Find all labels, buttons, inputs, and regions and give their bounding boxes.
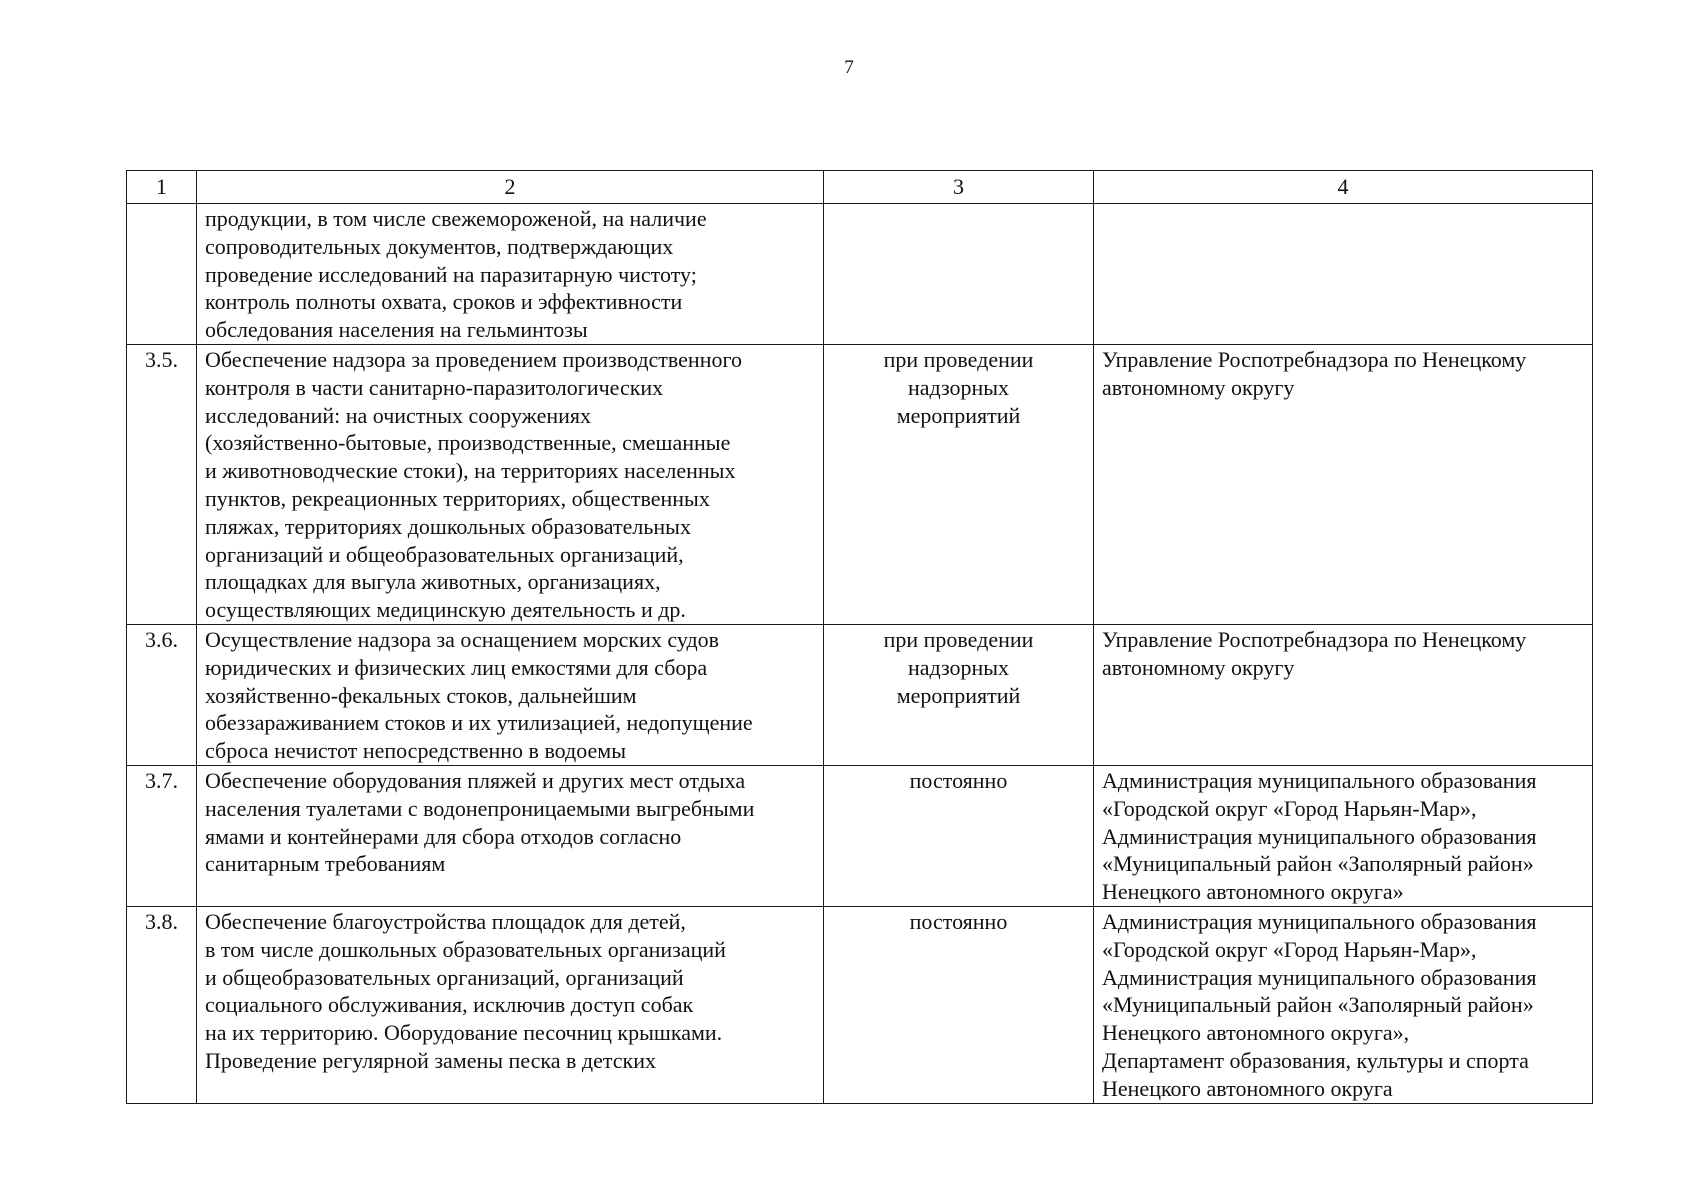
row-term: постоянно bbox=[824, 765, 1094, 906]
header-col-3: 3 bbox=[824, 171, 1094, 204]
row-number: 3.5. bbox=[127, 344, 197, 624]
row-responsible: Администрация муниципального образования «Городской округ «Город Нарьян-Мар», Администрация муниципального образования «Муниципальный район «Заполярный район» Ненецкого автономного округа», Департамент образования, культуры и спорта Ненецкого автономного округа bbox=[1094, 906, 1593, 1103]
row-term: при проведении надзорных мероприятий bbox=[824, 344, 1094, 624]
row-responsible: Управление Роспотребнадзора по Ненецкому автономному округу bbox=[1094, 624, 1593, 765]
row-description: Обеспечение благоустройства площадок для детей, в том числе дошкольных образовательных организаций и общеобразовательных организаций, организаций социального обслуживания, исключив доступ собак на их территорию. Оборудование песочниц крышками. Проведение регулярной замены песка в детских bbox=[197, 906, 824, 1103]
row-description: продукции, в том числе свежемороженой, на наличие сопроводительных документов, подтверждающих проведение исследований на паразитарную чистоту; контроль полноты охвата, сроков и эффективности обследования населения на гельминтозы bbox=[197, 204, 824, 345]
row-responsible: Управление Роспотребнадзора по Ненецкому автономному округу bbox=[1094, 344, 1593, 624]
row-number: 3.7. bbox=[127, 765, 197, 906]
table-row bbox=[127, 204, 1593, 345]
row-description: Осуществление надзора за оснащением морских судов юридических и физических лиц емкостями для сбора хозяйственно-фекальных стоков, дальнейшим обеззараживанием стоков и их утилизацией, недопущение сброса нечистот непосредственно в водоемы bbox=[197, 624, 824, 765]
header-col-1: 1 bbox=[127, 171, 197, 204]
row-responsible: Администрация муниципального образования «Городской округ «Город Нарьян-Мар», Администрация муниципального образования «Муниципальный район «Заполярный район» Ненецкого автономного округа» bbox=[1094, 765, 1593, 906]
measures-table bbox=[126, 170, 1593, 1104]
header-col-4: 4 bbox=[1094, 171, 1593, 204]
table-row bbox=[127, 344, 1593, 624]
row-description: Обеспечение надзора за проведением производственного контроля в части санитарно-паразитологических исследований: на очистных сооружениях (хозяйственно-бытовые, производственные, смешанные и животноводческие стоки), на территориях населенных пунктов, рекреационных территориях, общественных пляжах, территориях дошкольных образовательных организаций и общеобразовательных организаций, площадках для выгула животных, организациях, осуществляющих медицинскую деятельность и др. bbox=[197, 344, 824, 624]
row-term bbox=[824, 204, 1094, 345]
table-row bbox=[127, 906, 1593, 1103]
page-number: 7 bbox=[844, 57, 854, 78]
row-number: 3.8. bbox=[127, 906, 197, 1103]
table-row bbox=[127, 624, 1593, 765]
row-description: Обеспечение оборудования пляжей и других мест отдыха населения туалетами с водонепроницаемыми выгребными ямами и контейнерами для сбора отходов согласно санитарным требованиям bbox=[197, 765, 824, 906]
table-row bbox=[127, 765, 1593, 906]
header-col-2: 2 bbox=[197, 171, 824, 204]
row-responsible bbox=[1094, 204, 1593, 345]
row-term: при проведении надзорных мероприятий bbox=[824, 624, 1094, 765]
row-term: постоянно bbox=[824, 906, 1094, 1103]
header-row bbox=[127, 171, 1593, 204]
row-number: 3.6. bbox=[127, 624, 197, 765]
row-number bbox=[127, 204, 197, 345]
